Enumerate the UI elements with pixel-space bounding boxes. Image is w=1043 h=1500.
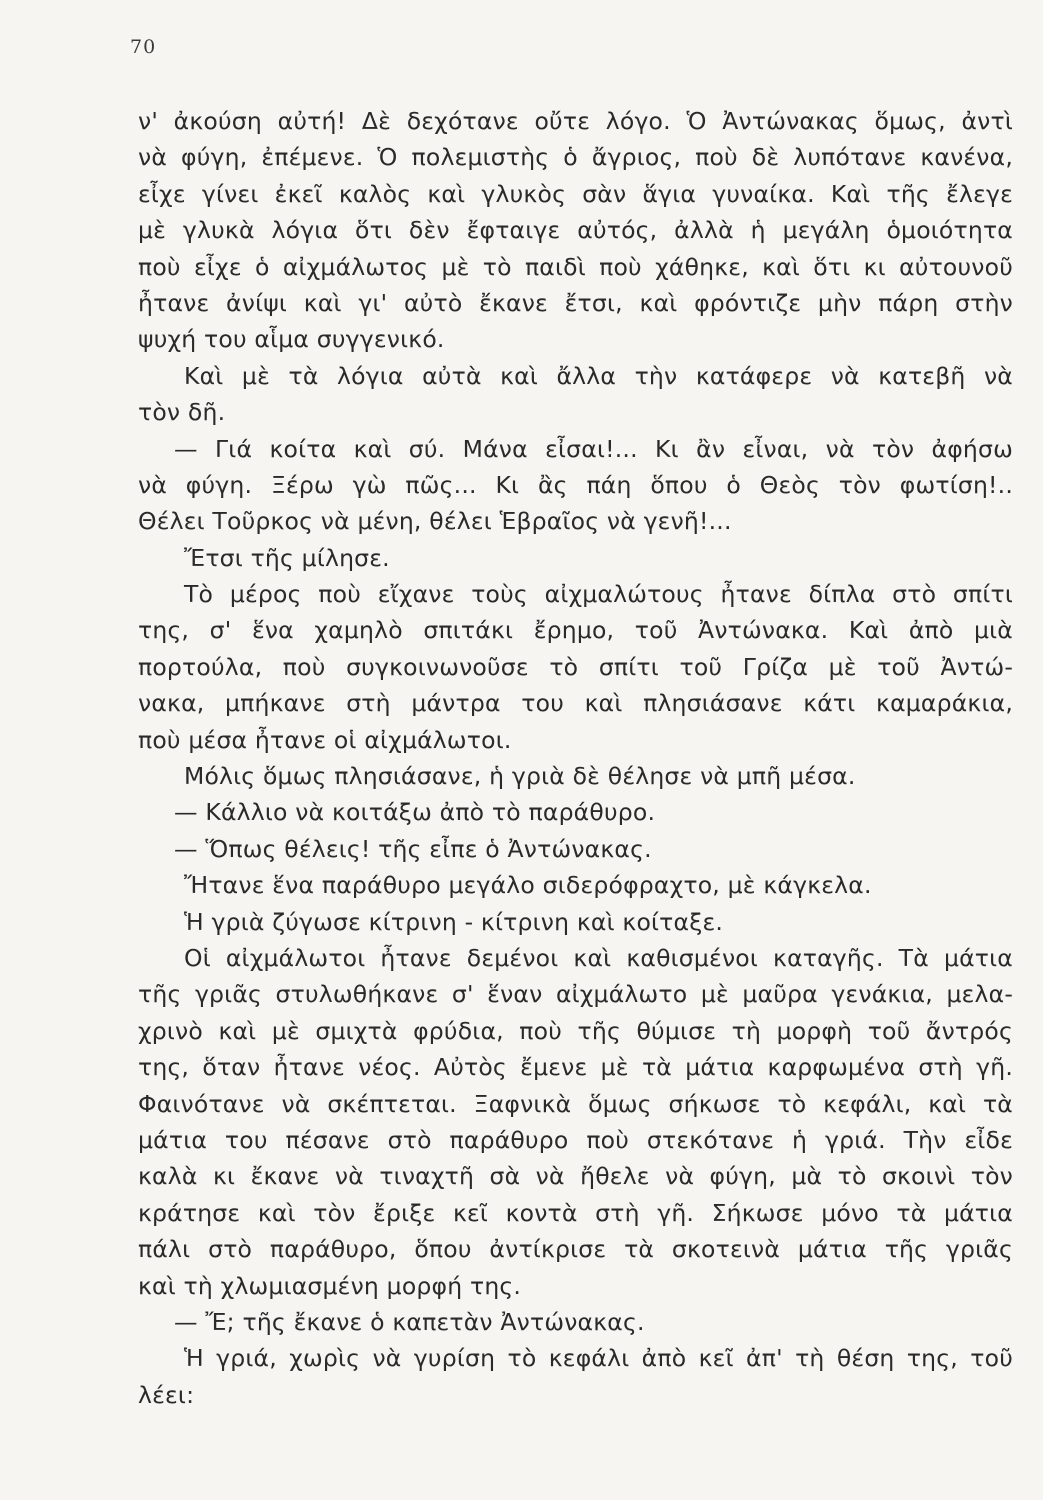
text-line: νακα, μπήκανε στὴ μάντρα του καὶ πλησιάσανε κάτι καμαράκια, — [138, 689, 1013, 718]
text-line: μάτια του πέσανε στὸ παράθυρο ποὺ στεκότανε ἡ γριά. Τὴν εἶδε — [138, 1125, 1013, 1154]
text-line: ἦτανε ἀνίψι καὶ γι' αὐτὸ ἔκανε ἔτσι, καὶ φρόντιζε μὴν πάρη στὴν — [138, 288, 1013, 317]
text-line: καὶ τὴ χλωμιασμένη μορφή της. — [138, 1271, 522, 1300]
text-line: — Κάλλιο νὰ κοιτάξω ἀπὸ τὸ παράθυρο. — [174, 798, 656, 827]
text-line: λέει: — [138, 1380, 195, 1409]
text-line: τὸν δῆ. — [138, 398, 226, 427]
text-line: ψυχή του αἷμα συγγενικό. — [138, 325, 445, 354]
text-line: Ἤτανε ἕνα παράθυρο μεγάλο σιδερόφραχτο, μὲ κάγκελα. — [184, 871, 872, 900]
text-line: νὰ φύγη. Ξέρω γὼ πῶς... Κι ἂς πάη ὅπου ὁ Θεὸς τὸν φωτίση!.. — [138, 470, 1013, 499]
text-line: της, σ' ἕνα χαμηλὸ σπιτάκι ἔρημο, τοῦ Ἀντώνακα. Καὶ ἀπὸ μιὰ — [138, 616, 1013, 645]
text-line: Μόλις ὅμως πλησιάσανε, ἡ γριὰ δὲ θέλησε νὰ μπῆ μέσα. — [184, 762, 856, 791]
text-line: χρινὸ καὶ μὲ σμιχτὰ φρύδια, ποὺ τῆς θύμισε τὴ μορφὴ τοῦ ἄντρός — [138, 1016, 1013, 1045]
text-line: Τὸ μέρος ποὺ εἴχανε τοὺς αἰχμαλώτους ἦτανε δίπλα στὸ σπίτι — [184, 580, 1013, 609]
text-line: μὲ γλυκὰ λόγια ὅτι δὲν ἔφταιγε αὐτός, ἀλλὰ ἡ μεγάλη ὁμοιότητα — [138, 216, 1013, 245]
text-line: ποὺ εἶχε ὁ αἰχμάλωτος μὲ τὸ παιδὶ ποὺ χάθηκε, καὶ ὅτι κι αὐτουνοῦ — [138, 252, 1013, 281]
text-line: ποὺ μέσα ἦτανε οἱ αἰχμάλωτοι. — [138, 725, 512, 754]
text-line: Φαινότανε νὰ σκέπτεται. Ξαφνικὰ ὅμως σήκωσε τὸ κεφάλι, καὶ τὰ — [138, 1089, 1013, 1118]
text-line: Ἔτσι τῆς μίλησε. — [184, 543, 390, 572]
text-line: κράτησε καὶ τὸν ἔριξε κεῖ κοντὰ στὴ γῆ. Σήκωσε μόνο τὰ μάτια — [138, 1198, 1013, 1227]
text-line: — Γιά κοίτα καὶ σύ. Μάνα εἶσαι!... Κι ἂν εἶναι, νὰ τὸν ἀφήσω — [174, 434, 1013, 463]
text-line: Οἱ αἰχμάλωτοι ἦτανε δεμένοι καὶ καθισμένοι καταγῆς. Τὰ μάτια — [184, 943, 1013, 972]
text-line: πάλι στὸ παράθυρο, ὅπου ἀντίκρισε τὰ σκοτεινὰ μάτια τῆς γριᾶς — [138, 1235, 1013, 1264]
text-line: νὰ φύγη, ἐπέμενε. Ὁ πολεμιστὴς ὁ ἄγριος, ποὺ δὲ λυπότανε κανένα, — [138, 143, 1013, 172]
text-line: Καὶ μὲ τὰ λόγια αὐτὰ καὶ ἄλλα τὴν κατάφερε νὰ κατεβῆ νὰ — [184, 361, 1013, 390]
text-line: Θέλει Τοῦρκος νὰ μένη, θέλει Ἑβραῖος νὰ γενῆ!... — [138, 507, 732, 536]
text-line: Ἡ γριά, χωρὶς νὰ γυρίση τὸ κεφάλι ἀπὸ κεῖ ἀπ' τὴ θέση της, τοῦ — [184, 1344, 1013, 1373]
text-line: τῆς γριᾶς στυλωθήκανε σ' ἕναν αἰχμάλωτο μὲ μαῦρα γενάκια, μελα- — [138, 980, 1013, 1009]
text-line: — Ὅπως θέλεις! τῆς εἶπε ὁ Ἀντώνακας. — [174, 834, 652, 863]
text-line: Ἡ γριὰ ζύγωσε κίτρινη - κίτρινη καὶ κοίταξε. — [184, 907, 724, 936]
page-number: 70 — [130, 36, 157, 58]
text-line: πορτούλα, ποὺ συγκοινωνοῦσε τὸ σπίτι τοῦ Γρίζα μὲ τοῦ Ἀντώ- — [138, 652, 1013, 681]
text-line: καλὰ κι ἔκανε νὰ τιναχτῆ σὰ νὰ ἤθελε νὰ φύγη, μὰ τὸ σκοινὶ τὸν — [138, 1162, 1013, 1191]
text-line: εἶχε γίνει ἐκεῖ καλὸς καὶ γλυκὸς σὰν ἅγια γυναίκα. Καὶ τῆς ἔλεγε — [138, 179, 1013, 208]
text-line: ν' ἀκούση αὐτή! Δὲ δεχότανε οὔτε λόγο. Ὁ Ἀντώνακας ὅμως, ἀντὶ — [138, 107, 1013, 135]
text-line: της, ὅταν ἦτανε νέος. Αὐτὸς ἔμενε μὲ τὰ μάτια καρφωμένα στὴ γῆ. — [138, 1053, 1013, 1082]
text-line: — Ἔ; τῆς ἔκανε ὁ καπετὰν Ἀντώνακας. — [174, 1307, 645, 1336]
body-text — [138, 103, 1013, 1413]
